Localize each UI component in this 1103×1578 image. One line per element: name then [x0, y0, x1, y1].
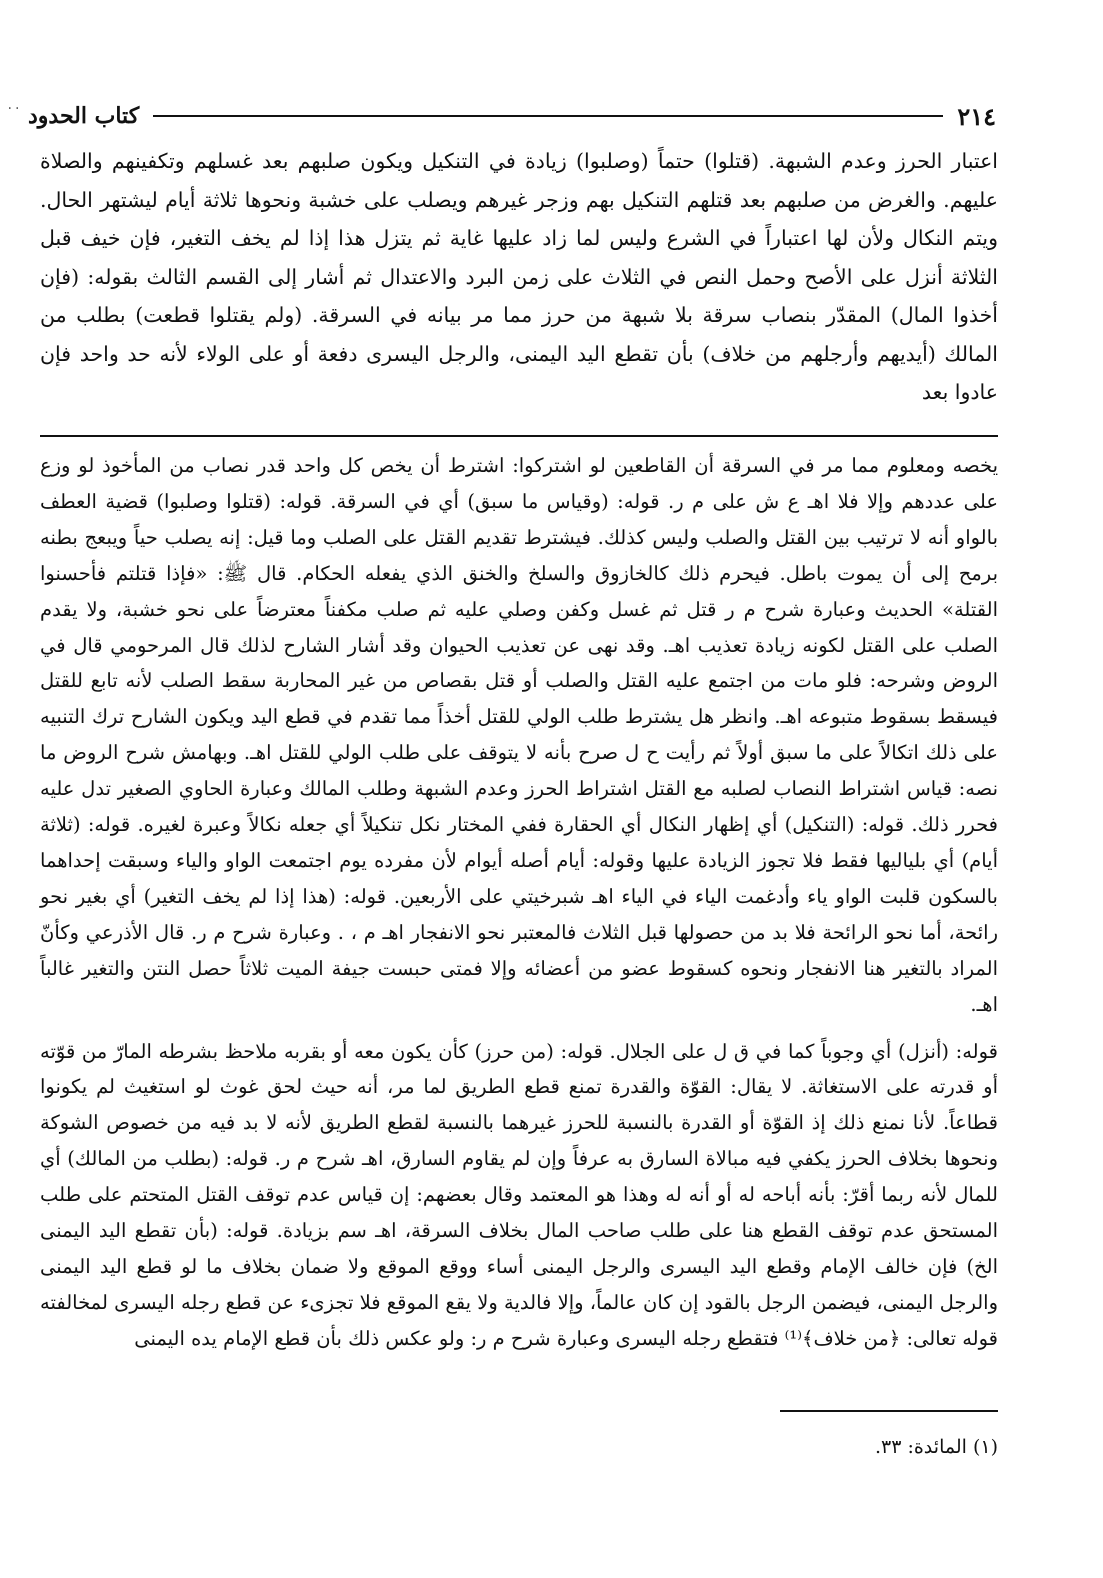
footnote-rule: [780, 1410, 998, 1412]
page-number: ٢١٤: [957, 101, 996, 131]
commentary: [40, 448, 998, 1357]
main-commentary-divider: [40, 435, 998, 437]
commentary-paragraph-1: يخصه ومعلوم مما مر في السرقة أن القاطعين لو اشتركوا: اشترط أن يخص كل واحد قدر نصاب من المأخوذ لو وزع على عددهم وإلا فلا اهـ ع ش على م ر. قوله: (وقياس ما سبق) أي في السرقة. قوله: (قتلوا وصلبوا) قضية العطف بالواو أنه لا ترتيب بين القتل والصلب وليس كذلك. فيشترط تقديم القتل على الصلب وما قيل: إنه يصلب حياً ويبعج بطنه برمح إلى أن يموت باطل. فيحرم ذلك كالخازوق والسلخ والخنق الذي يفعله الحكام. قال ﷺ: «فإذا قتلتم فأحسنوا القتلة» الحديث وعبارة شرح م ر قتل ثم غسل وكفن وصلي عليه ثم صلب مكفناً معترضاً على نحو خشبة، ولا يقدم الصلب على القتل لكونه زيادة تعذيب اهـ. وقد نهى عن تعذيب الحيوان وقد أشار الشارح لذلك قال المرحومي قال في الروض وشرحه: فلو مات من اجتمع عليه القتل والصلب أو قتل بقصاص من غير المحاربة سقط الصلب لأنه تابع للقتل فيسقط بسقوط متبوعه اهـ. وانظر هل يشترط طلب الولي للقتل أخذاً مما تقدم في قطع اليد ويكون الشارح ترك التنبيه على ذلك اتكالاً على ما سبق أولاً ثم رأيت ح ل صرح بأنه لا يتوقف على طلب الولي للقتل اهـ. وبهامش شرح الروض ما نصه: قياس اشتراط النصاب لصلبه مع القتل اشتراط الحرز وعدم الشبهة وطلب المالك وعبارة الحاوي الصغير تدل عليه فحرر ذلك. قوله: (التنكيل) أي إظهار النكال أي الحقارة ففي المختار نكل تنكيلاً أي جعله نكالاً وعبرة لغيره. قوله: (ثلاثة أيام) أي بلياليها فقط فلا تجوز الزيادة عليها وقوله: أيام أصله أيوام لأن مفرده يوم اجتمعت الواو والياء وسبقت إحداهما بالسكون قلبت الواو ياء وأدغمت الياء في الياء اهـ شبرخيتي على الأربعين. قوله: (هذا إذا لم يخف التغير) أي بغير نحو رائحة، أما نحو الرائحة فلا بد من حصولها قبل الثلاث فالمعتبر نحو الانفجار اهـ م ، . وعبارة شرح م ر. قال الأذرعي وكأنّ المراد بالتغير هنا الانفجار ونحوه كسقوط عضو من أعضائه وإلا فمتى حبست جيفة الميت ثلاثاً حصل النتن والتغير غالباً اهـ.: [40, 454, 998, 1016]
commentary-paragraph-2: قوله: (أنزل) أي وجوباً كما في ق ل على الجلال. قوله: (من حرز) كأن يكون معه أو بقربه ملاحظ بشرطه المارّ من قوّته أو قدرته على الاستغاثة. لا يقال: القوّة والقدرة تمنع قطع الطريق لما مر، أنه حيث لحق غوث لو استغيث لم يكونوا قطاعاً. لأنا نمنع ذلك إذ القوّة أو القدرة بالنسبة للحرز غيرهما بالنسبة لقطع الطريق لأنه لا بد فيه من خصوص الشوكة ونحوها بخلاف الحرز يكفي فيه مبالاة السارق به عرفاً وإن لم يقاوم السارق، اهـ شرح م ر. قوله: (بطلب من المالك) أي للمال لأنه ربما أقرّ: بأنه أباحه له أو أنه له وهذا هو المعتمد وقال بعضهم: إن قياس عدم توقف القتل المتحتم على طلب المستحق عدم توقف القطع هنا على طلب صاحب المال بخلاف السرقة، اهـ سم بزيادة. قوله: (بأن تقطع اليد اليمنى الخ) فإن خالف الإمام وقطع اليد اليسرى والرجل اليمنى أساء ووقع الموقع ولا ضمان بخلاف ما لو قطع اليد اليمنى والرجل اليمنى، فيضمن الرجل بالقود إن كان عالماً، وإلا فالدية ولا يقع الموقع فلا تجزىء عن قطع رجله اليسرى لمخالفته قوله تعالى: ﴿من خلاف﴾⁽¹⁾ فتقطع رجله اليسرى وعبارة شرح م ر: ولو عكس ذلك بأن قطع الإمام يده اليمنى: [40, 1039, 998, 1350]
footnote: (١) المائدة: ٣٣.: [874, 1436, 998, 1458]
book-title: كتاب الحدود: [28, 103, 140, 129]
main-text: اعتبار الحرز وعدم الشبهة. (قتلوا) حتماً (وصلبوا) زيادة في التنكيل ويكون صلبهم بعد غسلهم وتكفينهم والصلاة عليهم. والغرض من صلبهم بعد قتلهم التنكيل بهم وزجر غيرهم ويصلب على خشبة ونحوها ثلاثة أيام ليشتهر الحال. ويتم النكال ولأن لها اعتباراً في الشرع وليس لما زاد عليها غاية ثم يتزل هذا إذا لم يخف التغير، فإن خيف قبل الثلاثة أنزل على الأصح وحمل النص في الثلاث على زمن البرد والاعتدال ثم أشار إلى القسم الثالث بقوله: (فإن أخذوا المال) المقدّر بنصاب سرقة بلا شبهة من حرز مما مر بيانه في السرقة. (ولم يقتلوا قطعت) بطلب من المالك (أيديهم وأرجلهم من خلاف) بأن تقطع اليد اليمنى، والرجل اليسرى دفعة أو على الولاء لأنه حد واحد فإن عادوا بعد: [40, 149, 998, 404]
page-header: [6, 96, 996, 136]
header-rule: [153, 115, 943, 117]
corner-mark: ٠٠: [6, 100, 22, 116]
